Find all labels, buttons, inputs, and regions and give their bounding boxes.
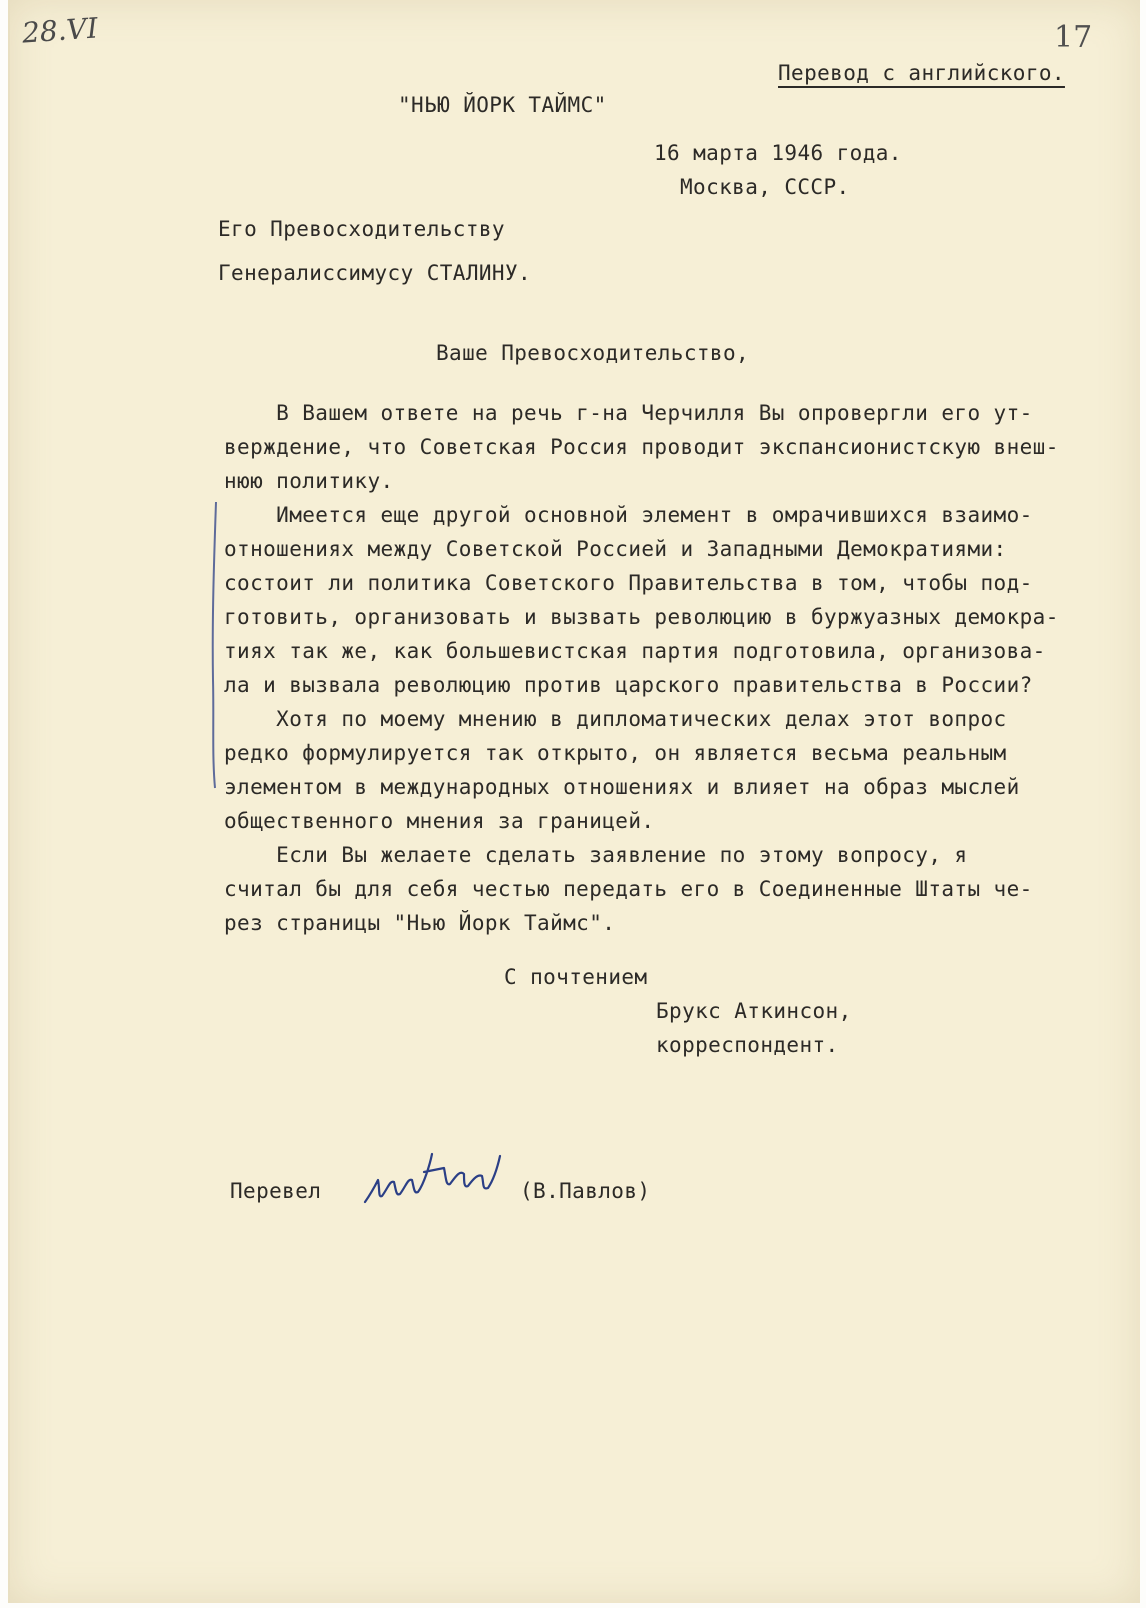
body-line: готовить, организовать и вызвать революцию в буржуазных демокра- [224,605,1059,629]
salutation: Ваше Превосходительство, [436,341,750,365]
translator-signature [360,1144,510,1214]
translator-label: Перевел [230,1179,322,1203]
translation-note: Перевод с английского. [778,61,1065,85]
body-line: общественного мнения за границей. [224,809,655,833]
translator-name: (В.Павлов) [520,1179,651,1203]
body-line: тиях так же, как большевистская партия подготовила, организова- [224,639,1046,663]
body-line: В Вашем ответе на речь г-на Черчилля Вы опровергли его ут- [224,401,1033,425]
newspaper-title: "НЬЮ ЙОРК ТАЙМС" [398,93,607,117]
addressee-line-2: Генералиссимусу СТАЛИНУ. [218,261,532,285]
body-line: считал бы для себя честью передать его в Соединенные Штаты че- [224,877,1033,901]
archive-date-mark: 28.VI [20,11,99,50]
body-line: рез страницы "Нью Йорк Таймс". [224,911,616,935]
body-line: Хотя по моему мнению в дипломатических делах этот вопрос [224,707,1007,731]
body-line: ла и вызвала революцию против царского правительства в России? [224,673,1033,697]
document-page [8,0,1140,1603]
letter-body [224,396,1104,940]
body-line: Если Вы желаете сделать заявление по этому вопросу, я [224,843,968,867]
signer-name: Брукс Аткинсон, [656,999,852,1023]
letter-date: 16 марта 1946 года. [654,141,902,165]
signer-title: корреспондент. [656,1033,839,1057]
body-line: верждение, что Советская Россия проводит экспансионистскую внеш- [224,435,1059,459]
body-line: состоит ли политика Советского Правительства в том, чтобы под- [224,571,1033,595]
body-line: Имеется еще другой основной элемент в омрачившихся взаимо- [224,503,1033,527]
body-line: редко формулируется так открыто, он является весьма реальным [224,741,1007,765]
body-line: нюю политику. [224,469,394,493]
body-line: отношениях между Советской Россией и Западными Демократиями: [224,537,1007,561]
signature-scribble [360,1144,510,1214]
page-number-mark: 17 [1054,20,1093,55]
letter-place: Москва, СССР. [680,175,850,199]
closing-regards: С почтением [504,965,648,989]
addressee-line-1: Его Превосходительству [218,217,505,241]
body-line: элементом в международных отношениях и влияет на образ мыслей [224,775,1020,799]
margin-pencil-mark [208,500,222,790]
